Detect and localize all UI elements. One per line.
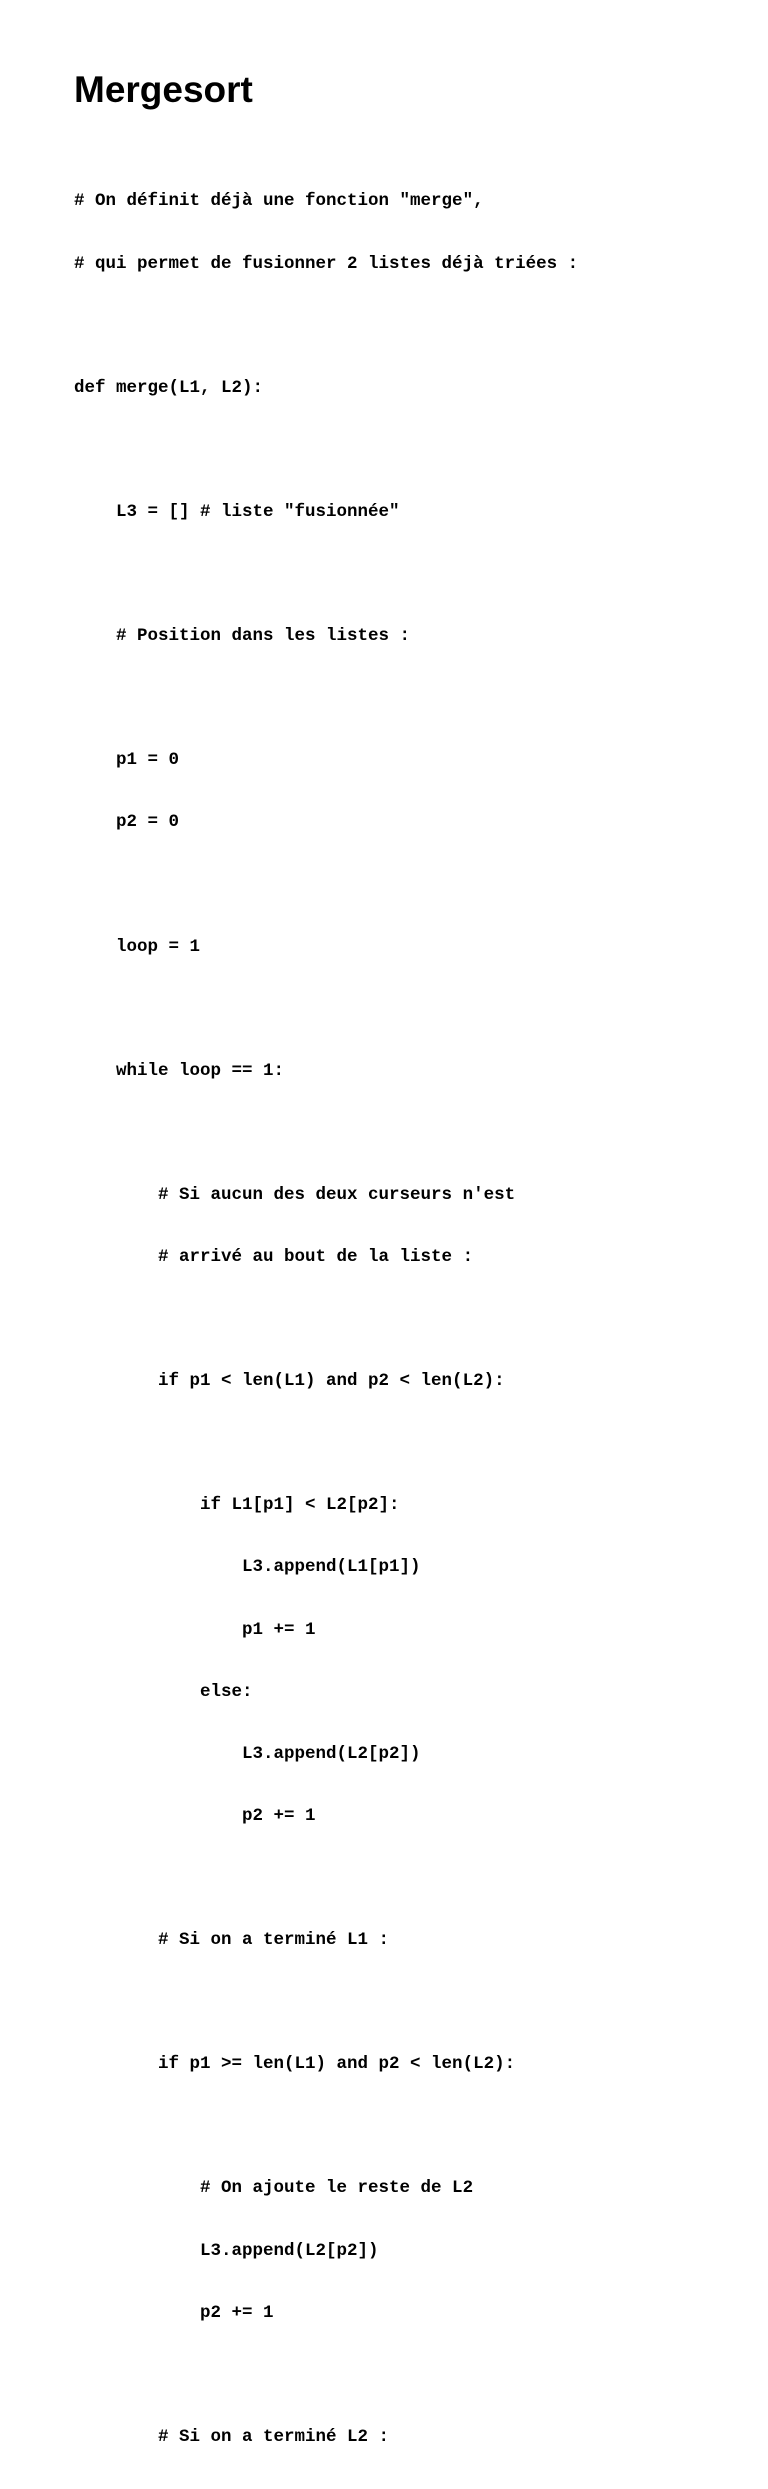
code-line: p2 += 1 [74,1805,316,1826]
code-line: L3 = [] # liste "fusionnée" [74,501,400,522]
code-line: # qui permet de fusionner 2 listes déjà triées : [74,253,579,274]
code-line [74,688,578,709]
code-line: # Si on a terminé L2 : [74,2426,390,2447]
code-line: p1 += 1 [74,1619,316,1640]
code-line: while loop == 1: [74,1060,285,1081]
code-line [74,999,578,1020]
code-line: if L1[p1] < L2[p2]: [74,1495,400,1516]
code-line: p1 = 0 [74,750,180,771]
code-line [74,316,578,337]
code-line: L3.append(L2[p2]) [74,1743,421,1764]
code-line [74,1309,578,1330]
code-line: # arrivé au bout de la liste : [74,1247,474,1267]
code-line [74,874,578,895]
code-line: if p1 >= len(L1) and p2 < len(L2): [74,2054,516,2075]
code-line: # On définit déjà une fonction "merge", [74,191,484,212]
code-line: loop = 1 [74,936,201,957]
code-line: # Position dans les listes : [74,626,411,647]
code-line: if p1 < len(L1) and p2 < len(L2): [74,1371,505,1392]
code-block [74,150,578,2489]
code-line [74,2116,578,2137]
code-line: L3.append(L1[p1]) [74,1557,421,1578]
code-line [74,1868,578,1889]
code-line: p2 += 1 [74,2302,274,2323]
code-line [74,2365,578,2386]
code-line: else: [74,1681,253,1702]
code-line: p2 = 0 [74,812,180,833]
code-line: def merge(L1, L2): [74,377,264,398]
code-line: # Si aucun des deux curseurs n'est [74,1184,516,1205]
code-line [74,1433,578,1454]
code-line [74,440,578,461]
code-line: # Si on a terminé L1 : [74,1930,390,1951]
page-title: Mergesort [74,69,253,110]
code-line [74,1123,578,1144]
code-line [74,1992,578,2013]
code-line [74,564,578,585]
code-line: # On ajoute le reste de L2 [74,2178,474,2199]
code-line: L3.append(L2[p2]) [74,2240,379,2261]
